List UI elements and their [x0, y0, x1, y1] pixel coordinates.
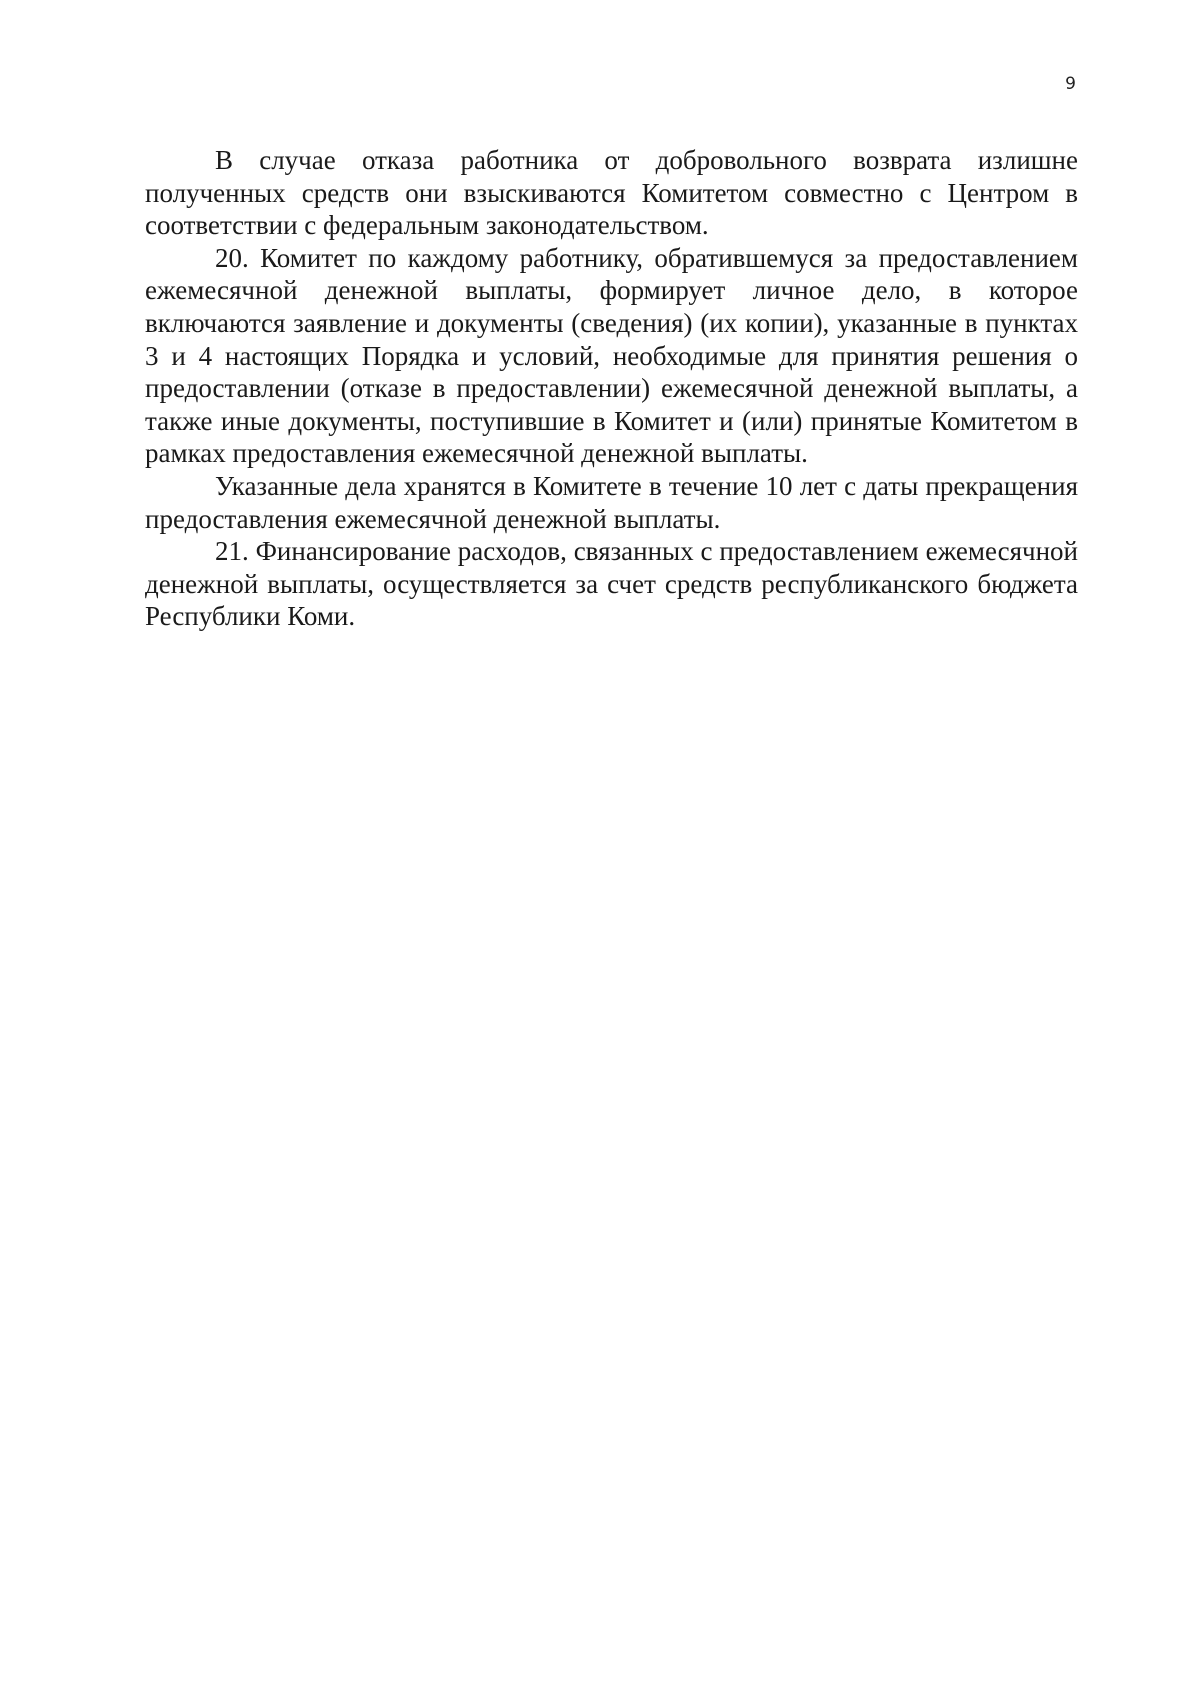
- paragraph-21-financing: 21. Финансирование расходов, связанных с предоставлением ежемесячной денежной выплаты, осуществляется за счет средств республиканского бюджета Республики Коми.: [145, 536, 1078, 632]
- paragraph-file-storage: Указанные дела хранятся в Комитете в течение 10 лет с даты прекращения предоставления ежемесячной денежной выплаты.: [145, 470, 1078, 534]
- paragraph-refund-recovery: В случае отказа работника от добровольного возврата излишне полученных средств они взыскиваются Комитетом совместно с Центром в соответствии с федеральным законодательством.: [145, 145, 1078, 241]
- paragraph-20-personal-file: 20. Комитет по каждому работнику, обратившемуся за предоставлением ежемесячной денежной выплаты, формирует личное дело, в которое включаются заявление и документы (сведения) (их копии), указанные в пунктах 3 и 4 настоящих Порядка и условий, необходимые для принятия решения о предоставлении (отказе в предоставлении) ежемесячной денежной выплаты, а также иные документы, поступившие в Комитет и (или) принятые Комитетом в рамках предоставления ежемесячной денежной выплаты.: [145, 242, 1078, 469]
- document-body: [145, 144, 1078, 633]
- page-number: 9: [1065, 74, 1076, 94]
